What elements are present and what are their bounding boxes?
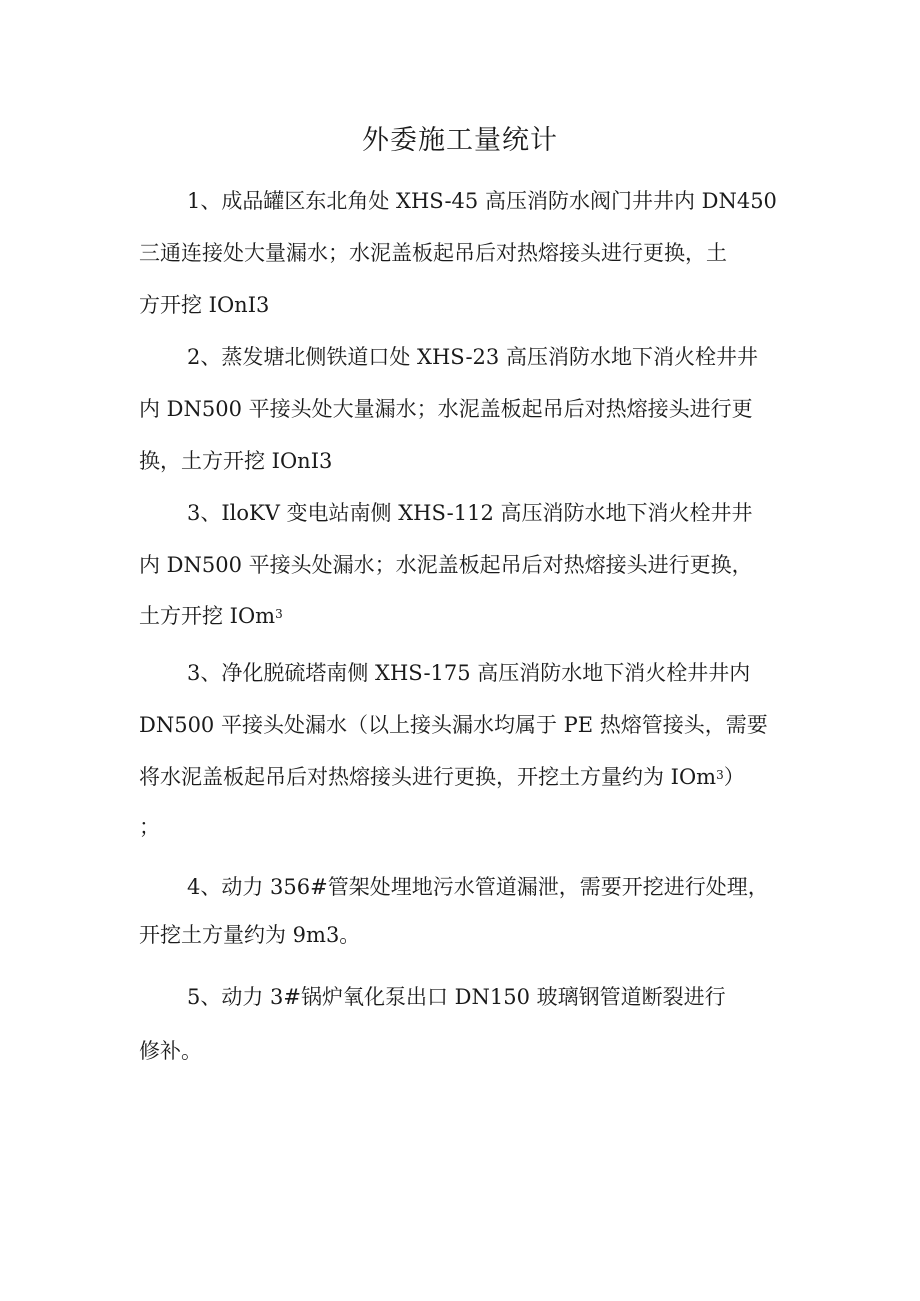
paragraph-3-line-3-text: 土方开挖 IOm [139, 604, 276, 628]
paragraph-5-line-1: 4、动力 356#管架处埋地污水管道漏泄，需要开挖进行处理， [187, 875, 769, 899]
paragraph-3-line-2: 内 DN500 平接头处漏水；水泥盖板起吊后对热熔接头进行更换， [139, 553, 753, 577]
document-title: 外委施工量统计 [362, 125, 558, 156]
paragraph-3-line-1: 3、IloKV 变电站南侧 XHS-112 高压消防水地下消火栓井井 [187, 501, 753, 525]
closing-paren: ） [723, 765, 745, 789]
paragraph-1-line-1: 1、成品罐区东北角处 XHS-45 高压消防水阀门井井内 DN450 [187, 189, 777, 213]
paragraph-2-line-1: 2、蒸发塘北侧铁道口处 XHS-23 高压消防水地下消火栓井井 [187, 345, 758, 369]
paragraph-1-line-3: 方开挖 IOnI3 [139, 293, 270, 317]
paragraph-4-line-3-text: 将水泥盖板起吊后对热熔接头进行更换，开挖土方量约为 IOm [139, 765, 717, 789]
superscript-3: 3 [716, 768, 724, 782]
paragraph-2-line-2: 内 DN500 平接头处大量漏水；水泥盖板起吊后对热熔接头进行更 [139, 397, 753, 421]
paragraph-4-line-4: ； [139, 815, 160, 839]
paragraph-4-line-1: 3、净化脱硫塔南侧 XHS-175 高压消防水地下消火栓井井内 [187, 661, 751, 685]
paragraph-1-line-2: 三通连接处大量漏水；水泥盖板起吊后对热熔接头进行更换，土 [139, 241, 727, 265]
paragraph-6-line-1: 5、动力 3#锅炉氧化泵出口 DN150 玻璃钢管道断裂进行 [187, 985, 726, 1009]
superscript-3: 3 [275, 607, 283, 621]
paragraph-4-line-2: DN500 平接头处漏水（以上接头漏水均属于 PE 热熔管接头，需要 [139, 713, 768, 737]
paragraph-2-line-3: 换，土方开挖 IOnI3 [139, 449, 333, 473]
paragraph-3-line-3 [139, 601, 283, 631]
paragraph-5-line-2: 开挖土方量约为 9m3。 [139, 923, 361, 947]
paragraph-4-line-3 [139, 762, 745, 792]
paragraph-6-line-2: 修补。 [139, 1039, 202, 1063]
